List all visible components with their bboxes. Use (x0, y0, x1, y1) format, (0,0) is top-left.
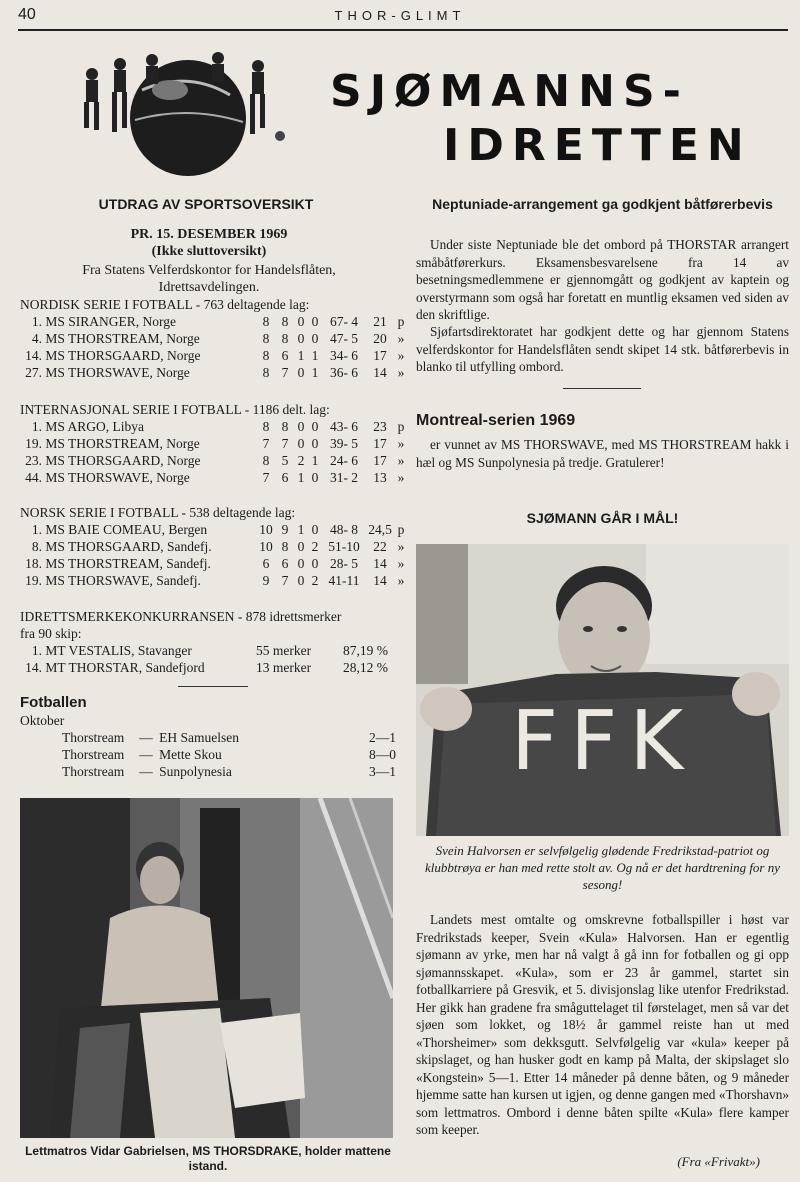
won: 8 (281, 330, 289, 346)
goals: 47- 5 (329, 330, 359, 346)
played: 10 (259, 538, 273, 554)
drawn: 0 (297, 555, 305, 571)
table-row (20, 330, 408, 347)
position: 23. (25, 452, 42, 468)
lost: 0 (311, 555, 319, 571)
lost: 0 (311, 418, 319, 434)
norsk-title: NORSK SERIE I FOTBALL - 538 deltagende lag: (20, 505, 296, 520)
marker: » (397, 555, 405, 571)
played: 7 (262, 435, 270, 451)
goals: 67- 4 (329, 313, 359, 329)
won: 8 (281, 418, 289, 434)
nordisk-table (20, 313, 408, 381)
table-row (20, 435, 408, 452)
score: 8—0 (369, 746, 396, 762)
neptun-paragraph1: Under siste Neptuniade ble det ombord på THORSTAR arrangert småbåtførerkurs. Eksamensbesvarelsene fra 14 av besetningsmedlemmene er gjennomgått og godkjent av kaptein og overstyrmann som også har foretatt en muntlig eksamen ved siden av den skriftlige. (416, 237, 789, 322)
article-source: (Fra «Frivakt») (677, 1154, 760, 1169)
team-name: MS THORSGAARD, Norge (42, 347, 201, 363)
position: 19. (25, 435, 42, 451)
article-paragraph: Landets mest omtalte og omskrevne fotballspiller i høst var Fredrikstads keeper, Svein «Kula» Halvorsen. Han er egentlig sjømann av yrke, men har nå valgt å gå inn for fotballen og gi opp sjømannsskapet. «Kula», som er 23 år gammel, startet sin fotballkarriere på Gresvik, et 5. divisjonslag like utenfor Fredrikstad. Her gikk han gradene fra småguttelaget til førstelaget, men så var det sjøen som lokket, og 18½ år gammel reiste han ut med «Thorsheimer» som dekksgutt. Selvfølgelig var «kula» keeper på skipslaget, og han husker godt en kamp på Malta, der skipslaget slo «Kongstein» 5—1. Etter 14 måneder på denne båten, og 9 måneder hjemme satte han kursen ut igjen, og denne gangen med «Thorshavn» som lettmatros. Ombord i denne båten spilte «Kula» flere kamper som keeper. (416, 912, 789, 1137)
note-line: (Ikke sluttoversikt) (151, 244, 267, 259)
table-row (20, 313, 408, 330)
masthead-line1: SJØMANNS- (330, 66, 689, 117)
drawn: 1 (297, 347, 305, 363)
idrettsmerke-table (20, 642, 388, 676)
team-name: MS THORSTREAM, Norge (42, 435, 200, 451)
left-photo-caption: Lettmatros Vidar Gabrielsen, MS THORSDRAKE, holder mattene istand. (25, 1144, 391, 1173)
idrettsmerke-title2: fra 90 skip: (20, 626, 82, 641)
table-row (20, 469, 408, 486)
marker: » (397, 452, 405, 468)
magazine-title: THOR-GLIMT (334, 8, 466, 23)
drawn: 1 (297, 521, 305, 537)
table-row (20, 642, 388, 659)
goals: 43- 6 (329, 418, 359, 434)
won: 7 (281, 572, 289, 588)
marker: » (397, 435, 405, 451)
divider (178, 686, 248, 687)
team-name: MS SIRANGER, Norge (42, 313, 177, 329)
lost: 1 (311, 347, 319, 363)
marker: p (397, 521, 405, 537)
neptun-heading: Neptuniade-arrangement ga godkjent båtførerbevis (432, 196, 773, 212)
match-row (62, 746, 396, 763)
lost: 0 (311, 521, 319, 537)
home-team: Thorstream (62, 729, 125, 745)
goals: 28- 5 (329, 555, 359, 571)
position: 27. (25, 364, 42, 380)
played: 10 (259, 521, 273, 537)
played: 8 (262, 452, 270, 468)
drawn: 0 (297, 313, 305, 329)
lost: 2 (311, 572, 319, 588)
goals: 41-11 (328, 572, 360, 588)
norsk-table (20, 521, 408, 589)
marker: » (397, 330, 405, 346)
football-players-illustration (80, 50, 295, 180)
played: 8 (262, 330, 270, 346)
points: 21 (373, 313, 387, 329)
percentage: 28,12 % (343, 659, 388, 675)
team-name: MS THORSGAARD, Sandefj. (42, 538, 212, 554)
page-number: 40 (18, 6, 36, 23)
position: 1. (31, 418, 42, 434)
played: 6 (262, 555, 270, 571)
team-name: MS ARGO, Libya (42, 418, 145, 434)
position: 1. (31, 521, 42, 537)
drawn: 0 (297, 364, 305, 380)
marker: » (397, 469, 405, 485)
team-name: MS THORSGAARD, Norge (42, 452, 201, 468)
team-name: MS BAIE COMEAU, Bergen (42, 521, 208, 537)
score: 3—1 (369, 763, 396, 779)
position: 44. (25, 469, 42, 485)
position: 19. (25, 572, 42, 588)
table-row (20, 418, 408, 435)
team-name: MS THORSWAVE, Norge (42, 364, 190, 380)
match-row (62, 729, 396, 746)
montreal-heading: Montreal-serien 1969 (416, 412, 576, 429)
percentage: 87,19 % (343, 642, 388, 658)
drawn: 0 (297, 538, 305, 554)
marker: p (397, 418, 405, 434)
position: 4. (31, 330, 42, 346)
nordisk-title: NORDISK SERIE I FOTBALL - 763 deltagende lag: (20, 297, 310, 312)
goals: 34- 6 (329, 347, 359, 363)
table-row (20, 555, 408, 572)
away-team: EH Samuelsen (159, 729, 240, 745)
played: 8 (262, 313, 270, 329)
separator: — (139, 763, 153, 779)
goals: 39- 5 (329, 435, 359, 451)
points: 17 (373, 435, 387, 451)
points: 17 (373, 347, 387, 363)
marker: » (397, 364, 405, 380)
match-row (62, 763, 396, 780)
points: 13 (373, 469, 387, 485)
lost: 1 (311, 364, 319, 380)
points: 22 (373, 538, 387, 554)
marker: » (397, 347, 405, 363)
lost: 0 (311, 313, 319, 329)
drawn: 0 (297, 330, 305, 346)
goals: 48- 8 (329, 521, 359, 537)
goals: 36- 6 (329, 364, 359, 380)
table-row (20, 538, 408, 555)
position: 18. (25, 555, 42, 571)
won: 8 (281, 313, 289, 329)
merker-count: 13 merker (256, 659, 312, 675)
lost: 2 (311, 538, 319, 554)
won: 6 (281, 469, 289, 485)
team-name: MS THORSTREAM, Norge (42, 330, 200, 346)
fotballen-month: Oktober (20, 713, 65, 728)
fotballen-table (62, 729, 396, 780)
drawn: 0 (297, 435, 305, 451)
date-line: PR. 15. DESEMBER 1969 (130, 227, 288, 242)
goals: 24- 6 (329, 452, 359, 468)
photo-lettmatros (20, 798, 393, 1138)
internasjonal-table (20, 418, 408, 486)
won: 6 (281, 347, 289, 363)
position: 1. (31, 642, 42, 658)
table-row (20, 347, 408, 364)
away-team: Sunpolynesia (159, 763, 232, 779)
played: 9 (262, 572, 270, 588)
lost: 0 (311, 469, 319, 485)
won: 7 (281, 435, 289, 451)
table-row (20, 659, 388, 676)
team-name: MS THORSWAVE, Sandefj. (42, 572, 201, 588)
neptun-paragraph2: Sjøfartsdirektoratet har godkjent dette og har gjennom Statens velferdskontor for Handelsflåten sendt skipet 14 stk. båtførerbevis in blanko til utfylling ombord. (416, 324, 789, 374)
won: 6 (281, 555, 289, 571)
merker-count: 55 merker (256, 642, 312, 658)
won: 9 (281, 521, 289, 537)
points: 17 (373, 452, 387, 468)
team-name: MS THORSWAVE, Norge (42, 469, 190, 485)
ship-name: MT THORSTAR, Sandefjord (42, 659, 205, 675)
score: 2—1 (369, 729, 396, 745)
team-name: MS THORSTREAM, Sandefj. (42, 555, 211, 571)
idrettsmerke-title: IDRETTSMERKEKONKURRANSEN - 878 idrettsmerker (20, 609, 342, 624)
internasjonal-title: INTERNASJONAL SERIE I FOTBALL - 1186 delt. lag: (20, 402, 330, 417)
montreal-paragraph: er vunnet av MS THORSWAVE, med MS THORSTREAM hakk i hæl og MS Sunpolynesia på tredje. Gratulerer! (416, 437, 789, 470)
header-rule (18, 29, 788, 31)
position: 1. (31, 313, 42, 329)
won: 5 (281, 452, 289, 468)
points: 14 (373, 572, 387, 588)
sjomann-heading: SJØMANN GÅR I MÅL! (526, 510, 679, 526)
goals: 51-10 (328, 538, 360, 554)
fotballen-title: Fotballen (20, 694, 87, 711)
points: 24,5 (368, 521, 392, 537)
drawn: 0 (297, 572, 305, 588)
separator: — (139, 746, 153, 762)
drawn: 2 (297, 452, 305, 468)
lost: 1 (311, 452, 319, 468)
marker: p (397, 313, 405, 329)
source-line2: Idrettsavdelingen. (158, 280, 260, 295)
position: 8. (31, 538, 42, 554)
table-row (20, 572, 408, 589)
won: 7 (281, 364, 289, 380)
home-team: Thorstream (62, 746, 125, 762)
home-team: Thorstream (62, 763, 125, 779)
won: 8 (281, 538, 289, 554)
points: 23 (373, 418, 387, 434)
marker: » (397, 538, 405, 554)
shirt-text: FFK (511, 694, 696, 789)
played: 8 (262, 347, 270, 363)
position: 14. (25, 347, 42, 363)
lost: 0 (311, 330, 319, 346)
played: 8 (262, 418, 270, 434)
source-line1: Fra Statens Velferdskontor for Handelsflåten, (82, 263, 336, 278)
drawn: 1 (297, 469, 305, 485)
right-photo-caption: Svein Halvorsen er selvfølgelig glødende Fredrikstad-patriot og klubbtrøya er han med rette stolt av. Og nå er det hardtrening for ny sesong! (424, 843, 781, 892)
points: 14 (373, 364, 387, 380)
photo-svein-halvorsen (416, 544, 789, 836)
lost: 0 (311, 435, 319, 451)
masthead-line2: IDRETTEN (443, 120, 752, 171)
ship-name: MT VESTALIS, Stavanger (42, 642, 192, 658)
sportsoversikt-heading: UTDRAG AV SPORTSOVERSIKT (98, 196, 314, 212)
table-row (20, 452, 408, 469)
played: 7 (262, 469, 270, 485)
marker: » (397, 572, 405, 588)
divider (563, 388, 641, 389)
points: 20 (373, 330, 387, 346)
points: 14 (373, 555, 387, 571)
played: 8 (262, 364, 270, 380)
away-team: Mette Skou (159, 746, 222, 762)
table-row (20, 521, 408, 538)
separator: — (139, 729, 153, 745)
goals: 31- 2 (329, 469, 359, 485)
position: 14. (25, 659, 42, 675)
table-row (20, 364, 408, 381)
drawn: 0 (297, 418, 305, 434)
